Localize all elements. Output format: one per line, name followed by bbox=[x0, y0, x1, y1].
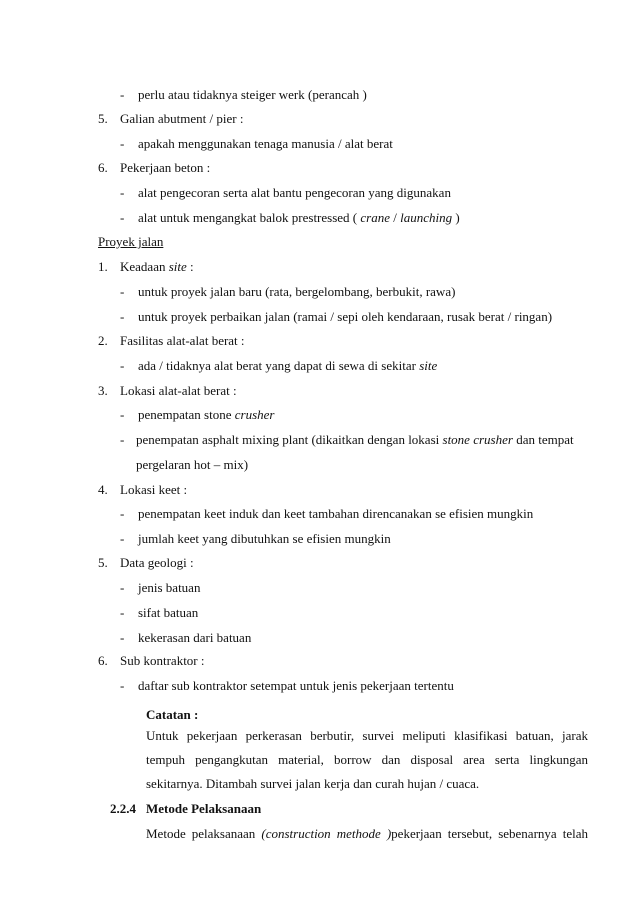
text-part: Keadaan bbox=[120, 259, 169, 274]
text-italic: crusher bbox=[234, 407, 275, 422]
text-part: ada / tidaknya alat berat yang dapat di sewa di sekitar bbox=[138, 358, 420, 373]
dash: - bbox=[120, 506, 125, 521]
list-item: perlu atau tidaknya steiger werk (perancah ) bbox=[138, 87, 367, 102]
dash: - bbox=[120, 87, 125, 102]
list-item: jenis batuan bbox=[138, 580, 201, 595]
list-item: sifat batuan bbox=[138, 605, 199, 620]
list-item: Lokasi keet : bbox=[120, 482, 188, 497]
subsection-heading: Proyek jalan bbox=[98, 234, 164, 249]
list-number: 6. bbox=[98, 160, 108, 175]
list-item: alat pengecoran serta alat bantu pengecoran yang digunakan bbox=[138, 185, 451, 200]
dash: - bbox=[120, 358, 125, 373]
dash: - bbox=[120, 136, 125, 151]
list-number: 5. bbox=[98, 555, 108, 570]
note-line: tempuh pengangkutan material, borrow dan disposal area serta lingkungan bbox=[146, 752, 588, 767]
dash: - bbox=[120, 185, 125, 200]
list-number: 5. bbox=[98, 111, 108, 126]
text-part: pekerjaan tersebut, sebenarnya telah bbox=[391, 826, 589, 841]
text-part: penempatan stone bbox=[138, 407, 235, 422]
dash: - bbox=[120, 210, 125, 225]
dash: - bbox=[120, 407, 125, 422]
text-part: Metode pelaksanaan bbox=[146, 826, 262, 841]
text-part: / bbox=[390, 210, 401, 225]
list-item: Lokasi alat-alat berat : bbox=[120, 383, 237, 398]
list-item: Data geologi : bbox=[120, 555, 194, 570]
section-paragraph bbox=[146, 826, 588, 842]
dash: - bbox=[120, 309, 125, 324]
section-title: Metode Pelaksanaan bbox=[146, 801, 262, 816]
text-part: penempatan asphalt mixing plant (dikaitkan dengan lokasi bbox=[136, 432, 443, 447]
list-item bbox=[138, 407, 274, 423]
list-item: Galian abutment / pier : bbox=[120, 111, 244, 126]
list-item bbox=[136, 432, 574, 448]
text-part: ) bbox=[452, 210, 460, 225]
list-item: Pekerjaan beton : bbox=[120, 160, 211, 175]
text-italic: site bbox=[168, 259, 187, 274]
text-part: alat untuk mengangkat balok prestressed ( bbox=[138, 210, 361, 225]
list-number: 6. bbox=[98, 653, 108, 668]
list-number: 3. bbox=[98, 383, 108, 398]
dash: - bbox=[120, 605, 125, 620]
dash: - bbox=[120, 630, 125, 645]
text-italic: launching bbox=[400, 210, 453, 225]
list-item: Fasilitas alat-alat berat : bbox=[120, 333, 245, 348]
dash: - bbox=[120, 531, 125, 546]
dash: - bbox=[120, 678, 125, 693]
list-item: penempatan keet induk dan keet tambahan direncanakan se efisien mungkin bbox=[138, 506, 534, 521]
dash: - bbox=[120, 432, 125, 447]
text-italic: (construction methode ) bbox=[261, 826, 392, 841]
list-item bbox=[138, 210, 460, 226]
list-item: daftar sub kontraktor setempat untuk jenis pekerjaan tertentu bbox=[138, 678, 454, 693]
note-line: Untuk pekerjaan perkerasan berbutir, survei meliputi klasifikasi batuan, jarak bbox=[146, 728, 588, 743]
list-item: Sub kontraktor : bbox=[120, 653, 205, 668]
list-item bbox=[138, 358, 437, 374]
note-title: Catatan : bbox=[146, 707, 199, 722]
note-line: sekitarnya. Ditambah survei jalan kerja dan curah hujan / cuaca. bbox=[146, 776, 480, 791]
list-item: untuk proyek jalan baru (rata, bergelombang, berbukit, rawa) bbox=[138, 284, 456, 299]
list-item: jumlah keet yang dibutuhkan se efisien mungkin bbox=[138, 531, 391, 546]
list-item: kekerasan dari batuan bbox=[138, 630, 252, 645]
text-part: : bbox=[186, 259, 194, 274]
dash: - bbox=[120, 580, 125, 595]
list-item-continuation: pergelaran hot – mix) bbox=[136, 457, 249, 472]
text-italic: stone crusher bbox=[442, 432, 513, 447]
text-italic: crane bbox=[360, 210, 390, 225]
list-item: untuk proyek perbaikan jalan (ramai / sepi oleh kendaraan, rusak berat / ringan) bbox=[138, 309, 553, 324]
list-number: 4. bbox=[98, 482, 108, 497]
list-number: 2. bbox=[98, 333, 108, 348]
list-item: apakah menggunakan tenaga manusia / alat berat bbox=[138, 136, 393, 151]
section-number: 2.2.4 bbox=[110, 801, 136, 816]
list-number: 1. bbox=[98, 259, 108, 274]
text-part: dan tempat bbox=[512, 432, 574, 447]
text-italic: site bbox=[419, 358, 438, 373]
dash: - bbox=[120, 284, 125, 299]
list-item bbox=[120, 259, 194, 275]
